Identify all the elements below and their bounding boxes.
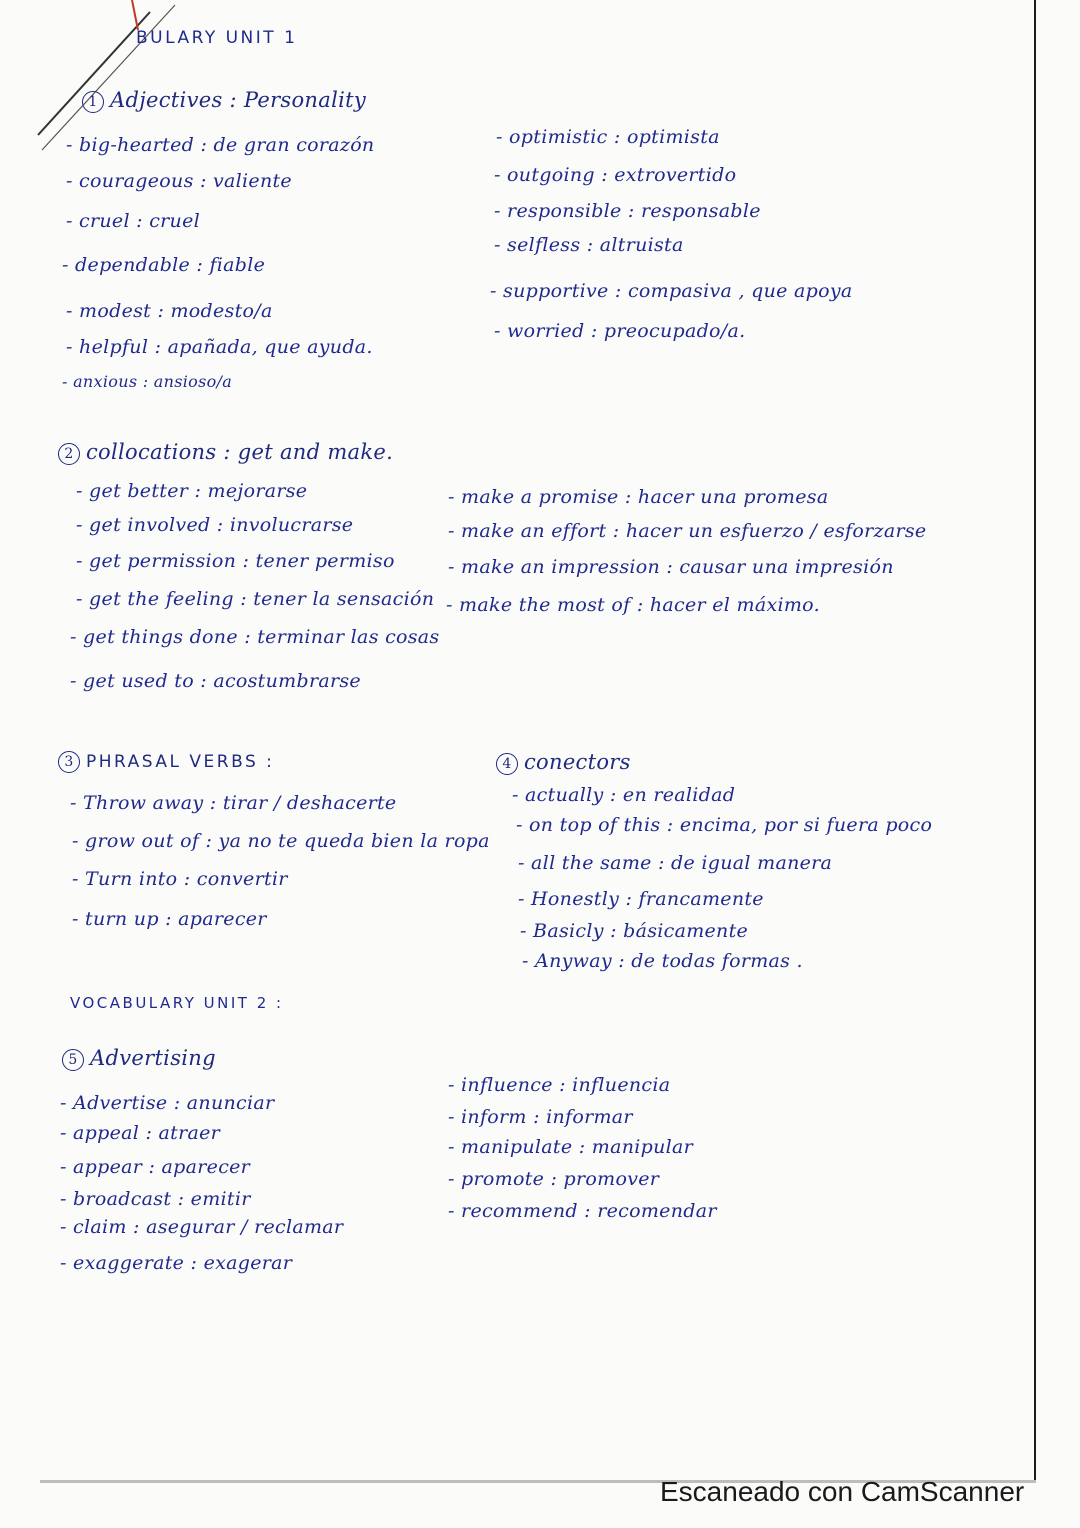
unit-2-title: VOCABULARY UNIT 2 : xyxy=(70,994,284,1012)
section-4-title: conectors xyxy=(524,750,631,774)
s2-left-item: - get involved : involucrarse xyxy=(76,514,354,536)
s3-item: - turn up : aparecer xyxy=(72,908,267,930)
s5-right-item: - promote : promover xyxy=(448,1168,660,1190)
s1-left-item: - cruel : cruel xyxy=(66,210,201,232)
s4-item: - Basicly : básicamente xyxy=(520,920,749,942)
s4-item: - on top of this : encima, por si fuera poco xyxy=(516,814,933,836)
paper-right-edge xyxy=(1034,0,1036,1482)
s5-right-item: - influence : influencia xyxy=(448,1074,671,1096)
section-2-heading xyxy=(58,440,393,465)
page-title: BULARY UNIT 1 xyxy=(136,28,298,48)
section-5-title: Advertising xyxy=(90,1046,216,1070)
section-1-title: Adjectives : Personality xyxy=(110,88,367,112)
s1-right-item: - outgoing : extrovertido xyxy=(494,164,737,186)
s2-left-item: - get the feeling : tener la sensación xyxy=(76,588,435,610)
s5-left-item: - appeal : atraer xyxy=(60,1122,221,1144)
section-5-heading xyxy=(62,1046,216,1071)
section-4-heading xyxy=(496,750,631,775)
s5-right-item: - inform : informar xyxy=(448,1106,633,1128)
s5-left-item: - exaggerate : exagerar xyxy=(60,1252,293,1274)
s4-item: - actually : en realidad xyxy=(512,784,736,806)
s5-left-item: - broadcast : emitir xyxy=(60,1188,251,1210)
s5-right-item: - manipulate : manipular xyxy=(448,1136,694,1158)
s1-left-item: - big-hearted : de gran corazón xyxy=(66,134,375,156)
section-1-number: 1 xyxy=(82,91,104,113)
s2-right-item: - make the most of : hacer el máximo. xyxy=(446,594,820,616)
s2-left-item: - get better : mejorarse xyxy=(76,480,308,502)
s3-item: - Throw away : tirar / deshacerte xyxy=(70,792,397,814)
section-3-title: PHRASAL VERBS : xyxy=(86,752,275,772)
s1-right-item: - responsible : responsable xyxy=(494,200,761,222)
s1-right-item: - optimistic : optimista xyxy=(496,126,720,148)
s3-item: - grow out of : ya no te queda bien la ropa xyxy=(72,830,490,852)
s5-left-item: - appear : aparecer xyxy=(60,1156,251,1178)
s1-left-item: - helpful : apañada, que ayuda. xyxy=(66,336,373,358)
s2-right-item: - make an effort : hacer un esfuerzo / esforzarse xyxy=(448,520,927,542)
s1-left-item: - modest : modesto/a xyxy=(66,300,273,322)
s1-left-item: - courageous : valiente xyxy=(66,170,292,192)
s1-left-item: - anxious : ansioso/a xyxy=(62,372,233,391)
scanner-watermark: Escaneado con CamScanner xyxy=(660,1476,1025,1507)
s4-item: - all the same : de igual manera xyxy=(518,852,833,874)
s2-left-item: - get permission : tener permiso xyxy=(76,550,395,572)
section-3-number: 3 xyxy=(58,751,80,773)
section-3-heading xyxy=(58,748,274,773)
s1-left-item: - dependable : fiable xyxy=(62,254,266,276)
s2-left-item: - get things done : terminar las cosas xyxy=(70,626,440,648)
section-1-heading xyxy=(82,88,366,113)
s2-right-item: - make an impression : causar una impresión xyxy=(448,556,894,578)
section-5-number: 5 xyxy=(62,1049,84,1071)
section-4-number: 4 xyxy=(496,753,518,775)
s3-item: - Turn into : convertir xyxy=(72,868,288,890)
s2-right-item: - make a promise : hacer una promesa xyxy=(448,486,829,508)
s4-item: - Anyway : de todas formas . xyxy=(522,950,803,972)
s1-right-item: - selfless : altruista xyxy=(494,234,684,256)
s1-right-item: - supportive : compasiva , que apoya xyxy=(490,280,853,302)
section-2-title: collocations : get and make. xyxy=(86,440,394,464)
s4-item: - Honestly : francamente xyxy=(518,888,764,910)
s5-left-item: - Advertise : anunciar xyxy=(60,1092,275,1114)
section-2-number: 2 xyxy=(58,443,80,465)
s2-left-item: - get used to : acostumbrarse xyxy=(70,670,361,692)
s1-right-item: - worried : preocupado/a. xyxy=(494,320,746,342)
s5-left-item: - claim : asegurar / reclamar xyxy=(60,1216,344,1238)
s5-right-item: - recommend : recomendar xyxy=(448,1200,717,1222)
